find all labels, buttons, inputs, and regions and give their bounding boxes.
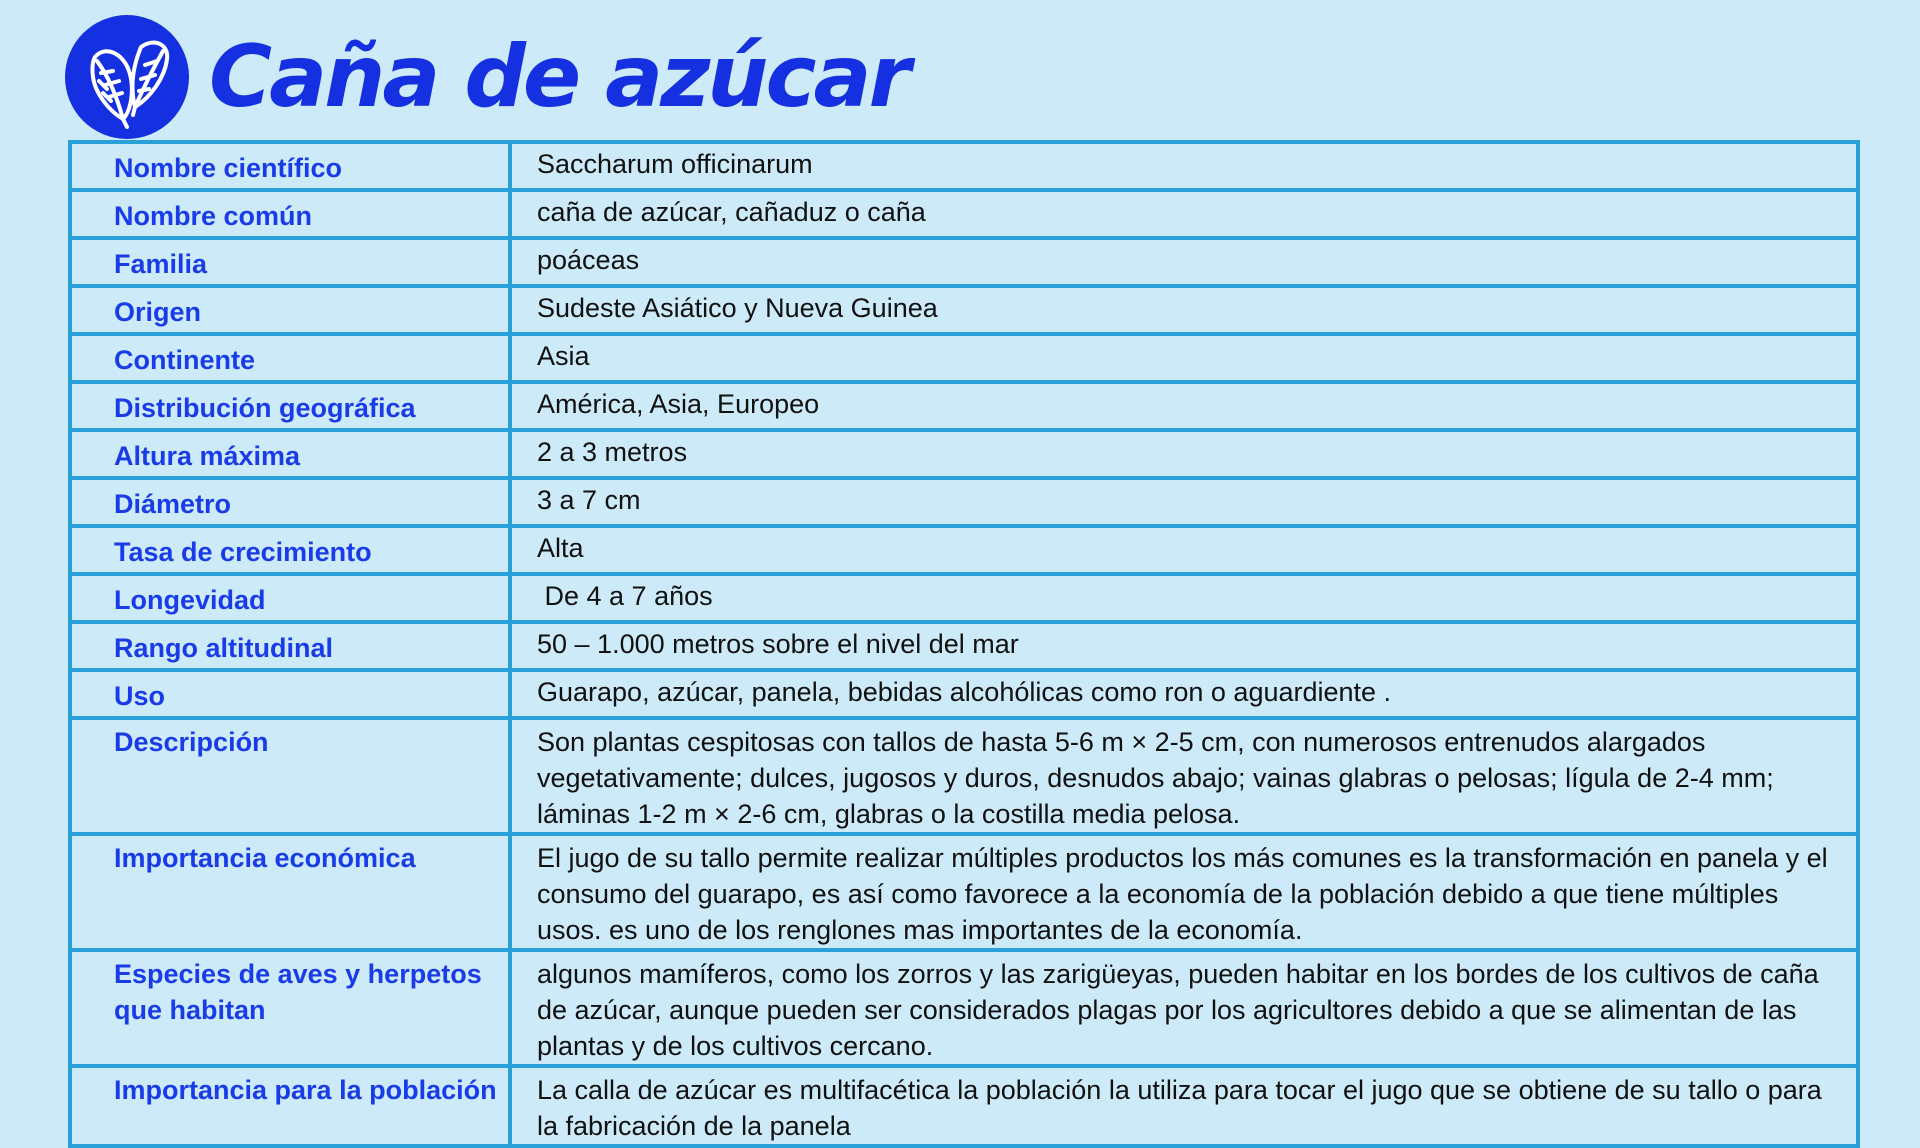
- row-label: Importancia para la población: [70, 1066, 510, 1146]
- row-value: Son plantas cespitosas con tallos de hasta 5-6 m × 2-5 cm, con numerosos entrenudos alargados vegetativamente; dulces, jugosos y duros, desnudos abajo; vainas glabras o pelosas; lígula de 2-4 mm; láminas 1-2 m × 2-6 cm, glabras o la costilla media pelosa.: [510, 718, 1858, 834]
- row-value: Guarapo, azúcar, panela, bebidas alcohólicas como ron o aguardiente .: [510, 670, 1858, 718]
- table-row: [70, 142, 1858, 190]
- row-value: El jugo de su tallo permite realizar múltiples productos los más comunes es la transformación en panela y el consumo del guarapo, es así como favorece a la economía de la población debido a que tiene múltiples usos. es uno de los renglones mas importantes de la economía.: [510, 834, 1858, 950]
- row-label: Familia: [70, 238, 510, 286]
- table-row: [70, 1066, 1858, 1146]
- row-value: De 4 a 7 años: [510, 574, 1858, 622]
- row-value: Sudeste Asiático y Nueva Guinea: [510, 286, 1858, 334]
- table-row: [70, 950, 1858, 1066]
- row-label: Altura máxima: [70, 430, 510, 478]
- logo: [65, 15, 189, 139]
- row-label: Uso: [70, 670, 510, 718]
- row-value: América, Asia, Europeo: [510, 382, 1858, 430]
- table-row: [70, 190, 1858, 238]
- header: [65, 16, 908, 138]
- row-label: Continente: [70, 334, 510, 382]
- row-value: 2 a 3 metros: [510, 430, 1858, 478]
- table-row: [70, 574, 1858, 622]
- info-table: [68, 140, 1860, 1148]
- row-label: Importancia económica: [70, 834, 510, 950]
- row-value: caña de azúcar, cañaduz o caña: [510, 190, 1858, 238]
- row-label: Origen: [70, 286, 510, 334]
- feather-leaf-icon: [65, 15, 189, 139]
- row-label: Nombre científico: [70, 142, 510, 190]
- page-title: Caña de azúcar: [209, 27, 908, 127]
- row-label: Diámetro: [70, 478, 510, 526]
- row-label: Longevidad: [70, 574, 510, 622]
- table-row: [70, 834, 1858, 950]
- table-row: [70, 478, 1858, 526]
- row-value: 50 – 1.000 metros sobre el nivel del mar: [510, 622, 1858, 670]
- row-label: Descripción: [70, 718, 510, 834]
- row-value: La calla de azúcar es multifacética la población la utiliza para tocar el jugo que se obtiene de su tallo o para la fabricación de la panela: [510, 1066, 1858, 1146]
- row-value: Alta: [510, 526, 1858, 574]
- table-row: [70, 670, 1858, 718]
- row-label: Rango altitudinal: [70, 622, 510, 670]
- table-row: [70, 622, 1858, 670]
- row-value: Asia: [510, 334, 1858, 382]
- row-value: algunos mamíferos, como los zorros y las zarigüeyas, pueden habitar en los bordes de los cultivos de caña de azúcar, aunque pueden ser considerados plagas por los agricultores debido a que se alimentan de las plantas y de los cultivos cercano.: [510, 950, 1858, 1066]
- table-row: [70, 718, 1858, 834]
- table-row: [70, 238, 1858, 286]
- table-row: [70, 286, 1858, 334]
- row-value: Saccharum officinarum: [510, 142, 1858, 190]
- row-label: Nombre común: [70, 190, 510, 238]
- table-row: [70, 382, 1858, 430]
- row-value: poáceas: [510, 238, 1858, 286]
- row-label: Tasa de crecimiento: [70, 526, 510, 574]
- row-label: Especies de aves y herpetos que habitan: [70, 950, 510, 1066]
- table-row: [70, 430, 1858, 478]
- table-row: [70, 526, 1858, 574]
- table-row: [70, 334, 1858, 382]
- row-value: 3 a 7 cm: [510, 478, 1858, 526]
- row-label: Distribución geográfica: [70, 382, 510, 430]
